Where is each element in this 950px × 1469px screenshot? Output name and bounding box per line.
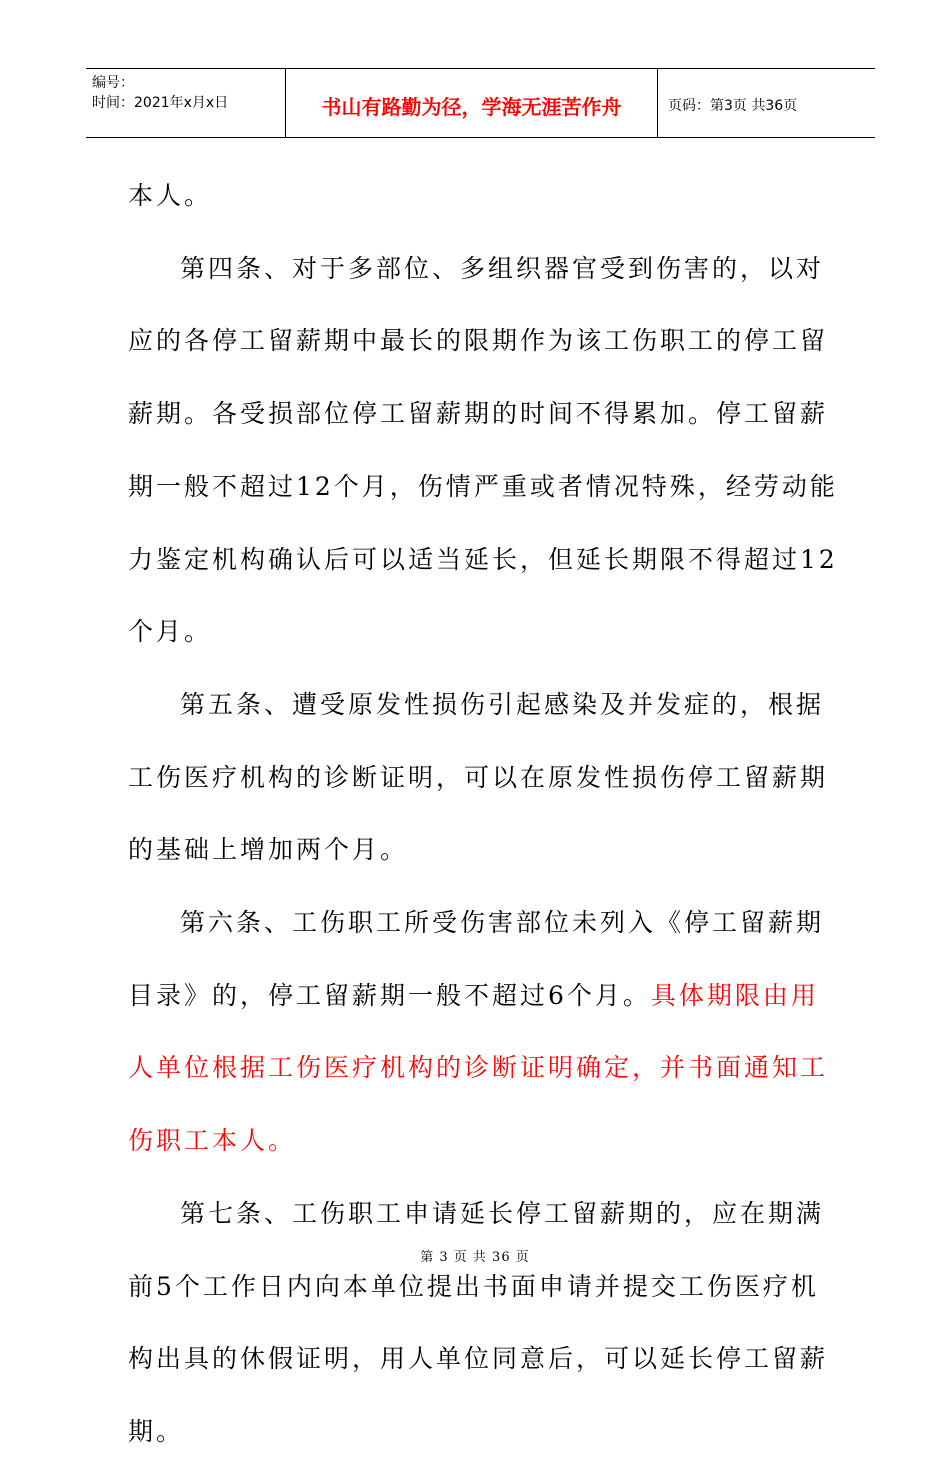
article-6 — [128, 887, 838, 1178]
document-date-label: 时间：2021年x月x日 — [92, 95, 229, 111]
page-footer: 第 3 页 共 36 页 — [420, 1250, 530, 1265]
document-body — [128, 160, 838, 1469]
article-6-highlight: 具体期限由用人单位根据工伤医疗机构的诊断证明确定，并书面通知工伤职工本人。 — [128, 980, 829, 1156]
page-header — [86, 68, 875, 138]
article-6-text: 第六条、工伤职工所受伤害部位未列入《停工留薪期目录》的，停工留薪期一般不超过6个月。 — [128, 908, 825, 1010]
header-page-info: 页码：第3页 共36页 — [668, 98, 798, 114]
article-7: 第七条、工伤职工申请延长停工留薪期的，应在期满前5个工作日内向本单位提出书面申请并提交工伤医疗机构出具的休假证明，用人单位同意后，可以延长停工留薪期。 — [128, 1198, 829, 1446]
document-number-label: 编号： — [92, 75, 134, 91]
header-motto: 书山有路勤为径，学海无涯苦作舟 — [286, 69, 658, 137]
article-5: 第五条、遭受原发性损伤引起感染及并发症的，根据工伤医疗机构的诊断证明，可以在原发性损伤停工留薪期的基础上增加两个月。 — [128, 689, 829, 865]
header-meta — [86, 69, 286, 137]
article-4: 第四条、对于多部位、多组织器官受到伤害的，以对应的各停工留薪期中最长的限期作为该工伤职工的停工留薪期。各受损部位停工留薪期的时间不得累加。停工留薪期一般不超过12个月，伤情严重或者情况特殊，经劳动能力鉴定机构确认后可以适当延长，但延长期限不得超过12个月。 — [128, 253, 838, 647]
continuation-line: 本人。 — [128, 181, 213, 210]
